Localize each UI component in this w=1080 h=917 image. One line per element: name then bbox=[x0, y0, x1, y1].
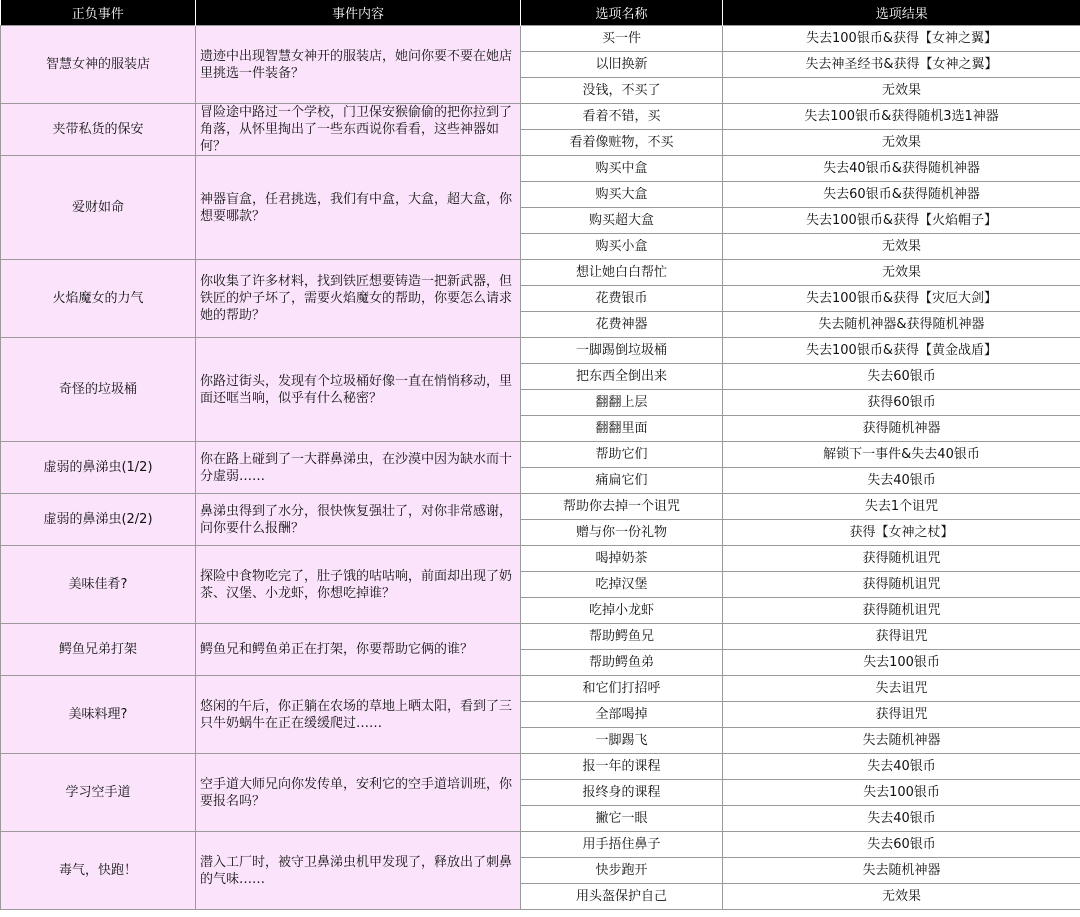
event-name-cell: 夹带私货的保安 bbox=[1, 104, 196, 156]
option-result-cell: 失去40银币&获得随机神器 bbox=[723, 156, 1080, 182]
event-name-cell: 毒气，快跑！ bbox=[1, 832, 196, 910]
header-event-content: 事件内容 bbox=[196, 0, 521, 26]
event-content-cell: 遗迹中出现智慧女神开的服装店，她问你要不要在她店里挑选一件装备？ bbox=[196, 26, 521, 104]
event-name-cell: 鳄鱼兄弟打架 bbox=[1, 624, 196, 676]
table-row bbox=[1, 624, 1080, 650]
option-result-cell: 失去100银币&获得【女神之翼】 bbox=[723, 26, 1080, 52]
option-name-cell: 和它们打招呼 bbox=[521, 676, 723, 702]
option-result-cell: 获得【女神之杖】 bbox=[723, 520, 1080, 546]
table-row bbox=[1, 156, 1080, 182]
option-result-cell: 失去随机神器 bbox=[723, 728, 1080, 754]
table-body bbox=[1, 26, 1080, 910]
option-result-cell: 失去40银币 bbox=[723, 806, 1080, 832]
option-result-cell: 获得随机神器 bbox=[723, 416, 1080, 442]
option-name-cell: 看着不错，买 bbox=[521, 104, 723, 130]
option-name-cell: 购买超大盒 bbox=[521, 208, 723, 234]
option-result-cell: 失去40银币 bbox=[723, 468, 1080, 494]
header-row bbox=[1, 0, 1080, 26]
option-result-cell: 失去随机神器&获得随机神器 bbox=[723, 312, 1080, 338]
option-result-cell: 失去60银币 bbox=[723, 364, 1080, 390]
option-result-cell: 失去100银币 bbox=[723, 650, 1080, 676]
option-result-cell: 失去100银币&获得随机3选1神器 bbox=[723, 104, 1080, 130]
table-row bbox=[1, 338, 1080, 364]
option-name-cell: 一脚踢倒垃圾桶 bbox=[521, 338, 723, 364]
option-name-cell: 痛扁它们 bbox=[521, 468, 723, 494]
option-result-cell: 获得诅咒 bbox=[723, 624, 1080, 650]
table-row bbox=[1, 754, 1080, 780]
option-name-cell: 翻翻里面 bbox=[521, 416, 723, 442]
option-result-cell: 获得随机诅咒 bbox=[723, 572, 1080, 598]
header-event-type: 正负事件 bbox=[1, 0, 196, 26]
event-name-cell: 奇怪的垃圾桶 bbox=[1, 338, 196, 442]
option-name-cell: 报一年的课程 bbox=[521, 754, 723, 780]
option-name-cell: 全部喝掉 bbox=[521, 702, 723, 728]
option-result-cell: 获得随机诅咒 bbox=[723, 546, 1080, 572]
header-option-name: 选项名称 bbox=[521, 0, 723, 26]
option-name-cell: 购买中盒 bbox=[521, 156, 723, 182]
option-name-cell: 以旧换新 bbox=[521, 52, 723, 78]
event-content-cell: 潜入工厂时，被守卫鼻涕虫机甲发现了，释放出了刺鼻的气味…… bbox=[196, 832, 521, 910]
option-name-cell: 帮助它们 bbox=[521, 442, 723, 468]
event-name-cell: 爱财如命 bbox=[1, 156, 196, 260]
table-row bbox=[1, 546, 1080, 572]
option-result-cell: 无效果 bbox=[723, 130, 1080, 156]
option-name-cell: 撇它一眼 bbox=[521, 806, 723, 832]
table-row bbox=[1, 260, 1080, 286]
event-name-cell: 虚弱的鼻涕虫(2/2) bbox=[1, 494, 196, 546]
option-result-cell: 无效果 bbox=[723, 260, 1080, 286]
event-content-cell: 你在路上碰到了一大群鼻涕虫，在沙漠中因为缺水而十分虚弱…… bbox=[196, 442, 521, 494]
event-name-cell: 美味料理? bbox=[1, 676, 196, 754]
option-name-cell: 一脚踢飞 bbox=[521, 728, 723, 754]
option-result-cell: 获得60银币 bbox=[723, 390, 1080, 416]
option-name-cell: 买一件 bbox=[521, 26, 723, 52]
option-name-cell: 没钱，不买了 bbox=[521, 78, 723, 104]
event-content-cell: 探险中食物吃完了，肚子饿的咕咕响，前面却出现了奶茶、汉堡、小龙虾，你想吃掉谁？ bbox=[196, 546, 521, 624]
option-name-cell: 报终身的课程 bbox=[521, 780, 723, 806]
option-result-cell: 失去1个诅咒 bbox=[723, 494, 1080, 520]
event-content-cell: 空手道大师兄向你发传单，安利它的空手道培训班，你要报名吗？ bbox=[196, 754, 521, 832]
option-result-cell: 失去100银币&获得【黄金战盾】 bbox=[723, 338, 1080, 364]
option-name-cell: 购买大盒 bbox=[521, 182, 723, 208]
header-option-result: 选项结果 bbox=[723, 0, 1080, 26]
table-row bbox=[1, 26, 1080, 52]
event-name-cell: 智慧女神的服装店 bbox=[1, 26, 196, 104]
option-name-cell: 购买小盒 bbox=[521, 234, 723, 260]
event-content-cell: 冒险途中路过一个学校，门卫保安猴偷偷的把你拉到了角落，从怀里掏出了一些东西说你看看，这些神器如何？ bbox=[196, 104, 521, 156]
option-name-cell: 把东西全倒出来 bbox=[521, 364, 723, 390]
event-content-cell: 神器盲盒，任君挑选，我们有中盒，大盒，超大盒，你想要哪款？ bbox=[196, 156, 521, 260]
option-name-cell: 花费神器 bbox=[521, 312, 723, 338]
option-name-cell: 用头盔保护自己 bbox=[521, 884, 723, 910]
event-content-cell: 你路过街头，发现有个垃圾桶好像一直在悄悄移动，里面还哐当响，似乎有什么秘密？ bbox=[196, 338, 521, 442]
table-header bbox=[1, 0, 1080, 26]
event-name-cell: 火焰魔女的力气 bbox=[1, 260, 196, 338]
option-result-cell: 失去40银币 bbox=[723, 754, 1080, 780]
event-content-cell: 鳄鱼兄和鳄鱼弟正在打架，你要帮助它俩的谁？ bbox=[196, 624, 521, 676]
event-name-cell: 学习空手道 bbox=[1, 754, 196, 832]
option-result-cell: 失去神圣经书&获得【女神之翼】 bbox=[723, 52, 1080, 78]
table-row bbox=[1, 494, 1080, 520]
option-name-cell: 喝掉奶茶 bbox=[521, 546, 723, 572]
option-result-cell: 失去随机神器 bbox=[723, 858, 1080, 884]
option-result-cell: 获得随机诅咒 bbox=[723, 598, 1080, 624]
option-name-cell: 帮助鳄鱼弟 bbox=[521, 650, 723, 676]
option-result-cell: 获得诅咒 bbox=[723, 702, 1080, 728]
option-result-cell: 失去60银币&获得随机神器 bbox=[723, 182, 1080, 208]
table-row bbox=[1, 676, 1080, 702]
event-content-cell: 你收集了许多材料，找到铁匠想要铸造一把新武器，但铁匠的炉子坏了，需要火焰魔女的帮助，你要怎么请求她的帮助？ bbox=[196, 260, 521, 338]
table-row bbox=[1, 104, 1080, 130]
option-name-cell: 用手捂住鼻子 bbox=[521, 832, 723, 858]
option-name-cell: 快步跑开 bbox=[521, 858, 723, 884]
option-name-cell: 赠与你一份礼物 bbox=[521, 520, 723, 546]
option-result-cell: 无效果 bbox=[723, 78, 1080, 104]
option-result-cell: 失去诅咒 bbox=[723, 676, 1080, 702]
option-name-cell: 想让她白白帮忙 bbox=[521, 260, 723, 286]
option-result-cell: 无效果 bbox=[723, 234, 1080, 260]
option-name-cell: 看着像赃物，不买 bbox=[521, 130, 723, 156]
option-name-cell: 吃掉小龙虾 bbox=[521, 598, 723, 624]
option-name-cell: 帮助鳄鱼兄 bbox=[521, 624, 723, 650]
option-name-cell: 翻翻上层 bbox=[521, 390, 723, 416]
event-name-cell: 虚弱的鼻涕虫(1/2) bbox=[1, 442, 196, 494]
option-result-cell: 无效果 bbox=[723, 884, 1080, 910]
table-row bbox=[1, 832, 1080, 858]
option-result-cell: 失去100银币&获得【火焰帽子】 bbox=[723, 208, 1080, 234]
option-result-cell: 失去100银币&获得【灾厄大剑】 bbox=[723, 286, 1080, 312]
option-result-cell: 失去60银币 bbox=[723, 832, 1080, 858]
option-name-cell: 吃掉汉堡 bbox=[521, 572, 723, 598]
option-name-cell: 帮助你去掉一个诅咒 bbox=[521, 494, 723, 520]
event-content-cell: 悠闲的午后，你正躺在农场的草地上晒太阳，看到了三只牛奶蜗牛在正在缓缓爬过…… bbox=[196, 676, 521, 754]
option-name-cell: 花费银币 bbox=[521, 286, 723, 312]
option-result-cell: 失去100银币 bbox=[723, 780, 1080, 806]
event-name-cell: 美味佳肴? bbox=[1, 546, 196, 624]
option-result-cell: 解锁下一事件&失去40银币 bbox=[723, 442, 1080, 468]
table-row bbox=[1, 442, 1080, 468]
event-content-cell: 鼻涕虫得到了水分，很快恢复强壮了，对你非常感谢，问你要什么报酬？ bbox=[196, 494, 521, 546]
